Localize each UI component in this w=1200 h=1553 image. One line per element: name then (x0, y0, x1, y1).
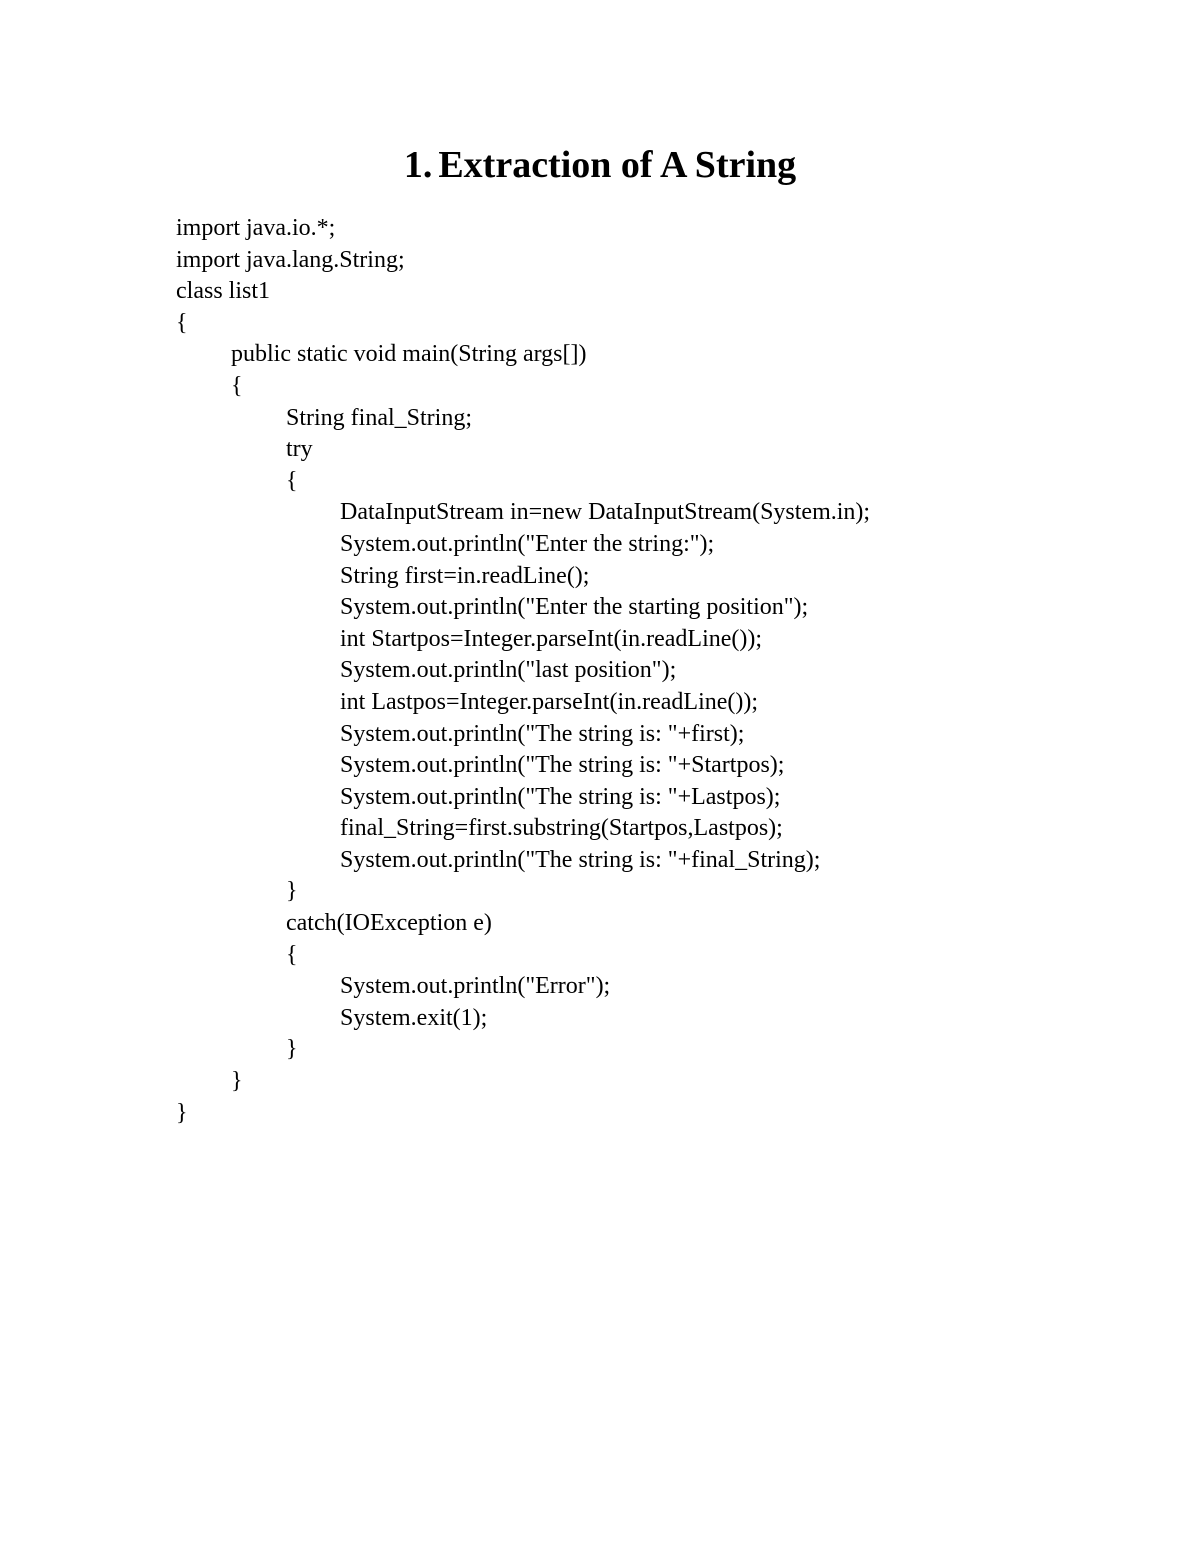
code-line: { (176, 309, 188, 336)
code-line: public static void main(String args[]) (231, 341, 587, 368)
code-line: System.out.println("The string is: "+first); (340, 720, 745, 747)
code-line: catch(IOException e) (286, 910, 492, 937)
code-line: } (231, 1068, 243, 1095)
code-line: System.out.println("last position"); (340, 657, 677, 684)
code-line: { (286, 941, 298, 968)
code-line: System.out.println("Error"); (340, 973, 611, 1000)
code-line: System.out.println("The string is: "+final_String); (340, 846, 821, 873)
code-line: System.out.println("Enter the starting position"); (340, 594, 809, 621)
code-line: System.out.println("The string is: "+Lastpos); (340, 783, 781, 810)
code-line: import java.io.*; (176, 215, 336, 241)
code-line: { (286, 467, 298, 494)
page-title (0, 140, 1200, 190)
code-line: System.out.println("The string is: "+Startpos); (340, 752, 785, 779)
heading-text: Extraction of A String (438, 144, 797, 186)
code-line: try (286, 436, 313, 463)
code-line: } (286, 1036, 298, 1063)
code-line: { (231, 372, 243, 399)
code-line: class list1 (176, 278, 270, 305)
code-line: String first=in.readLine(); (340, 562, 590, 589)
code-line: import java.lang.String; (176, 246, 405, 273)
code-listing (176, 213, 1136, 1129)
code-line: String final_String; (286, 404, 472, 431)
code-line: } (176, 1099, 188, 1126)
heading-number: 1. (403, 144, 433, 186)
code-line: System.out.println("Enter the string:"); (340, 530, 715, 557)
code-line: int Lastpos=Integer.parseInt(in.readLine()); (340, 688, 759, 715)
code-line: } (286, 878, 298, 905)
code-line: final_String=first.substring(Startpos,Lastpos); (340, 815, 783, 842)
code-line: DataInputStream in=new DataInputStream(System.in); (340, 499, 871, 526)
code-line: int Startpos=Integer.parseInt(in.readLine()); (340, 625, 763, 652)
code-line: System.exit(1); (340, 1004, 488, 1031)
